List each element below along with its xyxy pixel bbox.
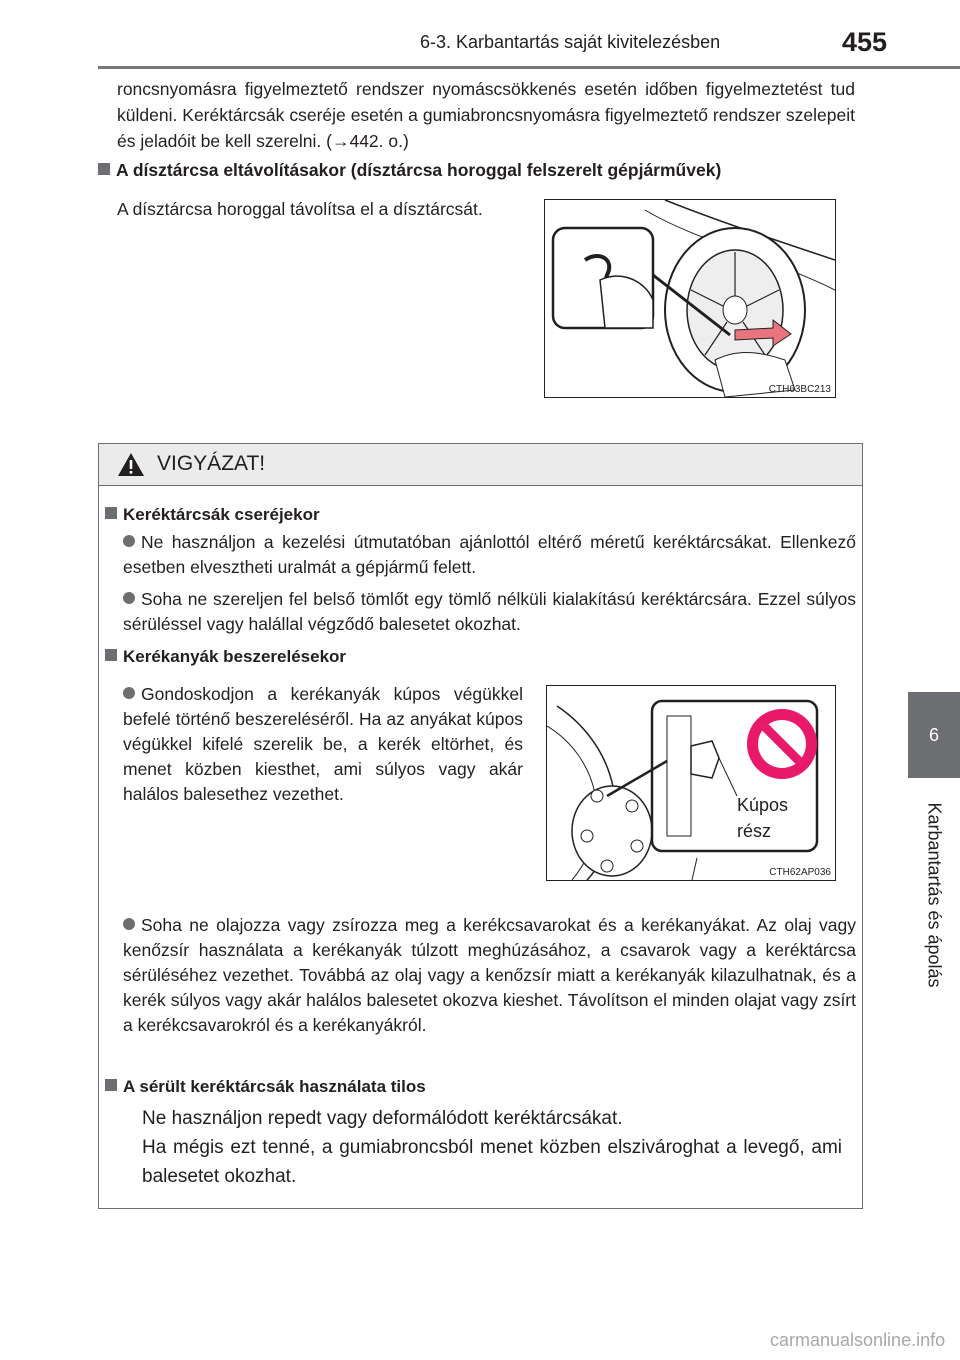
chapter-tab-label: Karbantartás és ápolás xyxy=(924,802,944,988)
square-bullet-icon xyxy=(105,1079,117,1091)
caution-text: Ne használjon repedt vagy deformálódott keréktárcsákat. xyxy=(142,1108,623,1129)
hubcap-removal-illustration xyxy=(545,200,835,397)
wheel-nut-figure xyxy=(546,685,836,881)
watermark: carmanualsonline.info xyxy=(770,1330,946,1350)
caution-item: Gondoskodjon a kerékanyák kúpos végükkel befelé történő beszereléséről. Ha az anyákat kúpos végükkel kifelé szerelik be, a kerék eltörhet, és menet közben kiesthet, ami súlyos vagy akár halálos balesethez vezethet. xyxy=(123,684,523,804)
square-bullet-icon xyxy=(105,507,117,519)
intro-paragraph: roncsnyomásra figyelmeztető rendszer nyomáscsökkenés esetén időben figyelmeztetést tud küldeni. Keréktárcsák cseréje esetén a gumiabroncsnyomásra figyelmeztető rendszer szelepeit és jeladóit be kell szerelni. (→442. o.) xyxy=(117,79,855,151)
caution-group-heading: Keréktárcsák cseréjekor xyxy=(105,505,320,525)
figure-code: CTH62AP036 xyxy=(769,867,831,878)
header-rule xyxy=(98,66,960,69)
square-bullet-icon xyxy=(105,649,117,661)
round-bullet-icon xyxy=(123,687,135,699)
chapter-tab-number: 6 xyxy=(908,692,960,778)
hubcap-removal-figure xyxy=(544,199,836,398)
square-bullet-icon xyxy=(98,163,110,175)
caution-group-heading: A sérült keréktárcsák használata tilos xyxy=(105,1077,426,1097)
warning-triangle-icon xyxy=(117,452,145,477)
caution-group-heading: Kerékanyák beszerelésekor xyxy=(105,647,346,667)
caution-header xyxy=(99,444,862,486)
section-text: A dísztárcsa horoggal távolítsa el a dísztárcsát. xyxy=(117,199,483,219)
caution-item: Ne használjon a kezelési útmutatóban ajánlottól eltérő méretű keréktárcsákat. Ellenkező esetben elvesztheti uralmát a gépjármű felett. xyxy=(123,532,856,577)
caution-item: Soha ne szereljen fel belső tömlőt egy tömlő nélküli kialakítású keréktárcsára. Ezzel súlyos sérüléssel vagy halállal végződő balesetet okozhat. xyxy=(123,589,856,634)
wheel-nut-illustration xyxy=(547,686,835,880)
caution-title: VIGYÁZAT! xyxy=(157,452,266,475)
caution-text: Ha mégis ezt tenné, a gumiabroncsból menet közben elszivároghat a levegő, ami balesetet okozhat. xyxy=(142,1137,842,1187)
caution-item: Soha ne olajozza vagy zsírozza meg a kerékcsavarokat és a kerékanyákat. Az olaj vagy kenőzsír használata a kerékanyák túlzott meghúzásához, a csavarok vagy a keréktárcsa sérüléséhez vezethet. Továbbá az olaj vagy a kenőzsír miatt a kerékanyák kilazulhatnak, és a kerék súlyos vagy akár halálos balesetet okozva kieshet. Távolítson el minden olajat vagy zsírt a kerékcsavarokról és a kerékanyákról. xyxy=(123,915,856,1035)
round-bullet-icon xyxy=(123,535,135,547)
section-heading: A dísztárcsa eltávolításakor (dísztárcsa horoggal felszerelt gépjárművek) xyxy=(98,160,721,181)
caution-box xyxy=(98,443,863,1209)
round-bullet-icon xyxy=(123,592,135,604)
conical-part-label: Kúpos rész xyxy=(737,795,789,841)
header-section-title: 6-3. Karbantartás saját kivitelezésben xyxy=(420,32,721,52)
page-number: 455 xyxy=(842,27,888,57)
figure-code: CTH63BC213 xyxy=(768,384,831,395)
round-bullet-icon xyxy=(123,918,135,930)
